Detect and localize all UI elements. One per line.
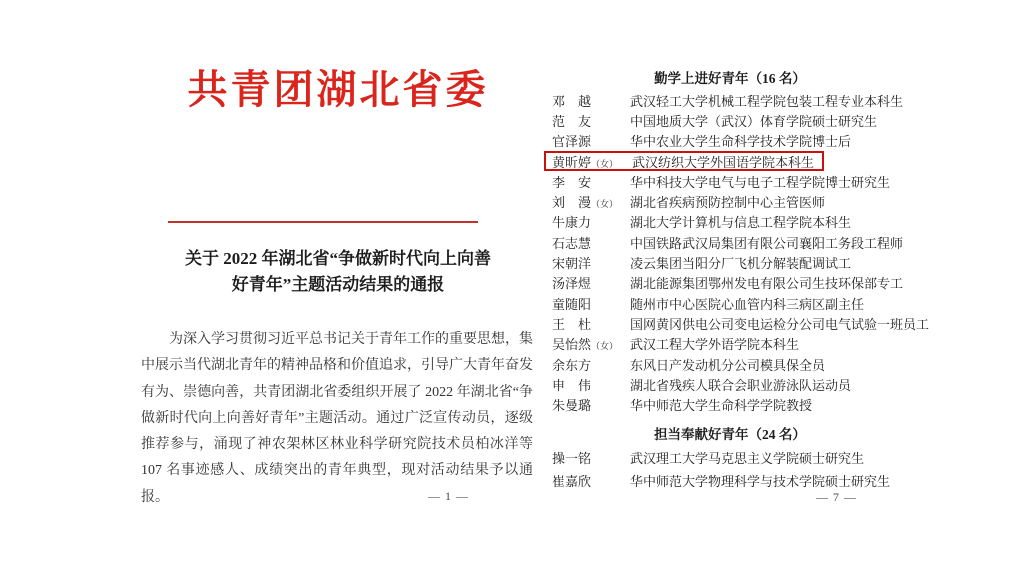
person-name: 王 杜 [552, 316, 592, 332]
list-item [552, 232, 929, 252]
person-affiliation: 华中科技大学电气与电子工程学院博士研究生 [630, 174, 891, 190]
list-item [552, 446, 890, 469]
person-affiliation: 武汉理工大学马克思主义学院硕士研究生 [630, 451, 865, 466]
person-name: 石志慧 [552, 235, 592, 251]
person-affiliation: 湖北省残疾人联合会职业游泳队运动员 [630, 377, 852, 393]
document-title [140, 246, 536, 298]
list-item [552, 212, 929, 232]
person-name: 黄昕婷（女） [552, 154, 619, 170]
person-affiliation: 武汉轻工大学机械工程学院包装工程专业本科生 [630, 93, 904, 109]
person-affiliation: 华中师范大学生命科学学院教授 [630, 398, 813, 414]
list-item [552, 90, 929, 110]
person-affiliation: 湖北省疾病预防控制中心主管医师 [630, 195, 826, 211]
letterhead-title: 共青团湖北省委 [187, 67, 489, 112]
list-item [552, 374, 929, 394]
list-item [552, 334, 929, 354]
page-number-right: — 7 — [816, 490, 857, 504]
person-name: 邓 越 [552, 93, 592, 109]
list-item [552, 131, 929, 151]
person-affiliation: 华中师范大学物理科学与技术学院硕士研究生 [630, 474, 891, 489]
list-item [552, 469, 890, 492]
person-name: 宋朝洋 [552, 256, 592, 272]
letterhead-divider-line [168, 221, 478, 223]
list-item [552, 191, 929, 211]
section-heading-dedicated-youth: 担当奉献好青年（24 名） [654, 427, 806, 442]
list-item [552, 313, 929, 333]
diligent-youth-list [552, 90, 929, 415]
document-title-line2: 好青年”主题活动结果的通报 [231, 275, 445, 294]
list-item [552, 110, 929, 130]
person-affiliation: 随州市中心医院心血管内科三病区副主任 [630, 296, 865, 312]
person-name: 余东方 [552, 357, 592, 373]
person-name: 童随阳 [552, 296, 592, 312]
person-affiliation: 武汉工程大学外语学院本科生 [630, 337, 800, 353]
person-affiliation: 中国地质大学（武汉）体育学院硕士研究生 [630, 113, 878, 129]
person-name: 官泽源 [552, 134, 592, 150]
document-title-line1: 关于 2022 年湖北省“争做新时代向上向善 [185, 249, 491, 268]
list-item [552, 293, 929, 313]
gender-marker: （女） [591, 158, 619, 169]
dedicated-youth-list [552, 446, 890, 492]
list-item [544, 151, 824, 171]
gender-marker: （女） [591, 199, 619, 210]
person-affiliation: 湖北大学计算机与信息工程学院本科生 [630, 215, 852, 231]
person-name: 朱曼璐 [552, 398, 592, 414]
person-name: 李 安 [552, 174, 592, 190]
person-affiliation: 中国铁路武汉局集团有限公司襄阳工务段工程师 [630, 235, 904, 251]
person-affiliation: 国网黄冈供电公司变电运检分公司电气试验一班员工 [630, 316, 930, 332]
person-affiliation: 东风日产发动机分公司模具保全员 [630, 357, 826, 373]
list-item [552, 354, 929, 374]
person-affiliation: 华中农业大学生命科学技术学院博士后 [630, 134, 852, 150]
person-name: 牛康力 [552, 215, 592, 231]
person-name: 申 伟 [552, 377, 592, 393]
person-name: 操一铭 [552, 451, 592, 466]
person-affiliation: 凌云集团当阳分厂飞机分解装配调试工 [630, 256, 852, 272]
list-item [552, 171, 929, 191]
person-name: 吴怡然（女） [552, 337, 619, 353]
list-item [552, 273, 929, 293]
document-body-paragraph: 为深入学习贯彻习近平总书记关于青年工作的重要思想，集中展示当代湖北青年的精神品格和价值追求，引导广大青年奋发有为、崇德向善，共青团湖北省委组织开展了 2022 年湖北省“争做新时代向上向善好青年”主题活动。通过广泛宣传动员，逐级推荐参与，涌现了神农架林区林业科学研究院技术员柏冰洋等 107 名事迹感人、成绩突出的青年典型，现对活动结果予以通报。 [141, 332, 533, 505]
person-affiliation: 湖北能源集团鄂州发电有限公司生技环保部专工 [630, 276, 904, 292]
person-name: 汤泽煜 [552, 276, 592, 292]
list-item [552, 394, 929, 414]
person-name: 崔嘉欣 [552, 474, 592, 489]
page-number-left: — 1 — [428, 489, 469, 503]
person-name: 刘 漫（女） [552, 195, 619, 211]
section-heading-diligent-youth: 勤学上进好青年（16 名） [654, 71, 806, 86]
gender-marker: （女） [591, 341, 619, 352]
person-name: 范 友 [552, 113, 592, 129]
list-item [552, 252, 929, 272]
person-affiliation: 武汉纺织大学外国语学院本科生 [632, 154, 815, 170]
